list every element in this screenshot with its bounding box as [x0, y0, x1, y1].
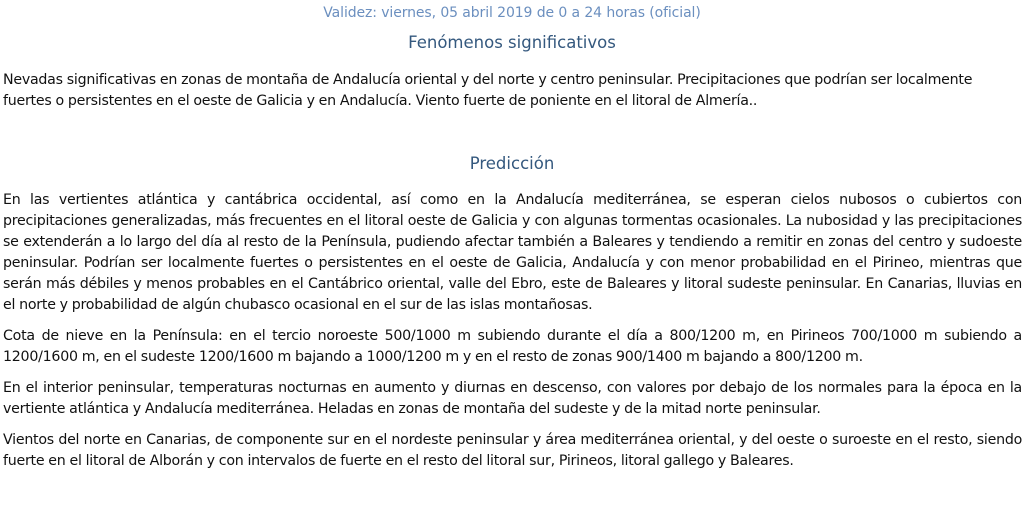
- prediction-title: Predicción: [469, 154, 555, 173]
- prediction-paragraph-snow-level: Cota de nieve en la Península: en el tercio noroeste 500/1000 m subiendo durante el día a 800/1200 m, en Pirineos 700/1000 m subiendo a 1200/1600 m, en el sudeste 1200/1600 m bajando a 1000/1200 m y en el resto de zonas 900/1400 m bajando a 800/1200 m.: [3, 328, 1022, 365]
- validity-line: Validez: viernes, 05 abril 2019 de 0 a 24 horas (oficial): [323, 5, 701, 21]
- prediction-paragraph-winds: Vientos del norte en Canarias, de componente sur en el nordeste peninsular y área mediterránea oriental, y del oeste o suroeste en el resto, siendo fuerte en el litoral de Alborán y con intervalos de fuerte en el resto del litoral sur, Pirineos, litoral gallego y Baleares.: [3, 432, 1022, 469]
- prediction-paragraph-temperatures: En el interior peninsular, temperaturas nocturnas en aumento y diurnas en descenso, con valores por debajo de los normales para la época en la vertiente atlántica y Andalucía mediterránea. Heladas en zonas de montaña del sudeste y de la mitad norte peninsular.: [3, 380, 1022, 417]
- prediction-paragraph-precipitation: En las vertientes atlántica y cantábrica occidental, así como en la Andalucía mediterránea, se esperan cielos nubosos o cubiertos con precipitaciones generalizadas, más frecuentes en el litoral oeste de Galicia y con algunas tormentas ocasionales. La nubosidad y las precipitaciones se extenderán a lo largo del día al resto de la Península, pudiendo afectar también a Baleares y tendiendo a remitir en zonas del centro y sudoeste peninsular. Podrían ser localmente fuertes o persistentes en el oeste de Galicia, Andalucía y con menor probabilidad en el Pirineo, mientras que serán más débiles y menos probables en el Cantábrico oriental, valle del Ebro, este de Baleares y litoral sudeste peninsular. En Canarias, lluvias en el norte y probabilidad de algún chubasco ocasional en el sur de las islas montañosas.: [3, 192, 1022, 313]
- significant-phenomena-title: Fenómenos significativos: [408, 33, 616, 52]
- forecast-page: [0, 3, 1024, 524]
- significant-phenomena-text: Nevadas significativas en zonas de montaña de Andalucía oriental y del norte y centro peninsular. Precipitaciones que podrían ser localmente fuertes o persistentes en el oeste de Galicia y en Andalucía. Viento fuerte de poniente en el litoral de Almería..: [3, 72, 973, 109]
